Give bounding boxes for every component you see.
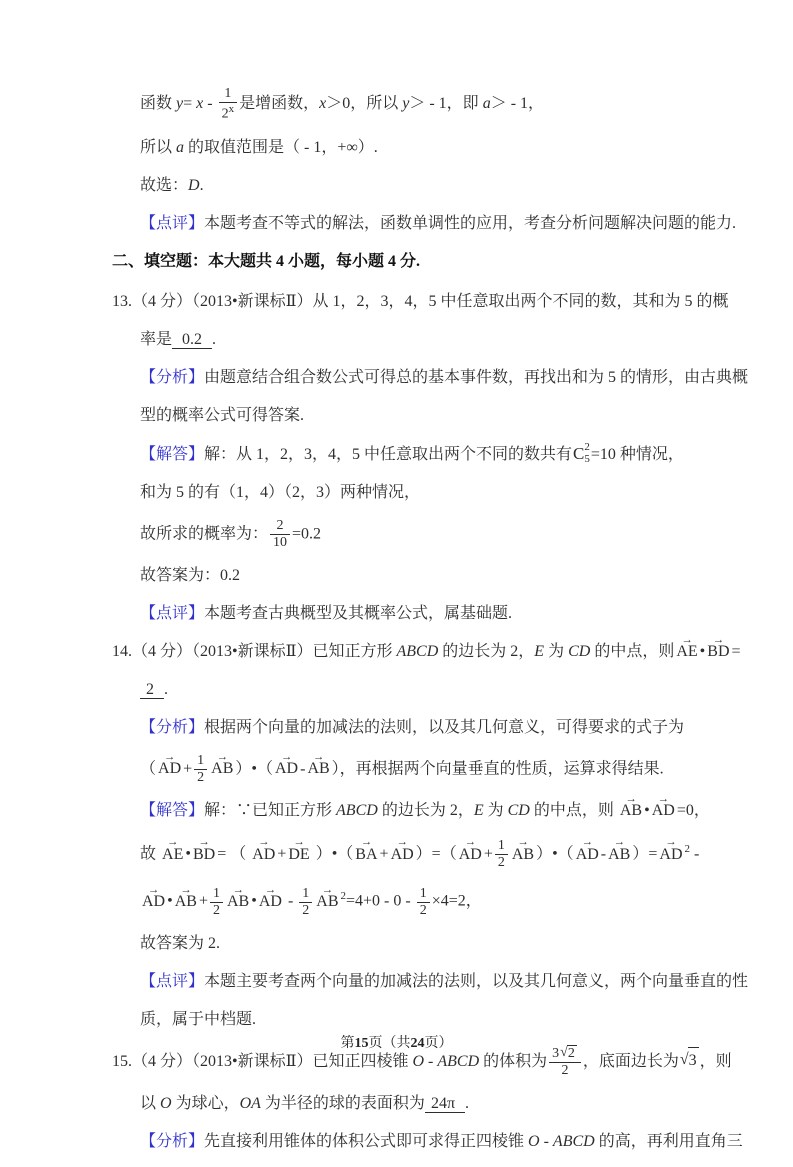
document-content	[0, 86, 793, 1167]
text-run: 的边长为 2，	[438, 643, 535, 661]
math-variable: O	[160, 1094, 172, 1112]
math-variable: a	[482, 95, 491, 113]
text-run: -	[600, 845, 607, 863]
answer-blank: 2	[142, 681, 162, 699]
vector-with-arrow: → AB	[620, 802, 642, 820]
fraction	[194, 753, 207, 786]
text-run: 的高，再利用直角三	[594, 1132, 743, 1150]
text-run: +	[183, 760, 193, 778]
text-run: ）=	[632, 845, 658, 863]
combination-indices	[584, 442, 590, 465]
text-run: -	[690, 845, 700, 863]
text-run: 本题考查不等式的解法，函数单调性的应用，考查分析问题解决问题的能力.	[204, 214, 737, 232]
bracket-label: 【点评】	[140, 605, 205, 623]
math-variable: O	[528, 1132, 540, 1150]
fraction	[495, 838, 508, 871]
text-run: -	[203, 95, 217, 113]
solution-block-q13-line1	[140, 441, 753, 468]
text-run: 故所求的概率为：	[140, 525, 269, 543]
solution-line-answer-choice	[140, 173, 753, 199]
fraction	[219, 86, 238, 123]
text-run: 2	[497, 855, 505, 871]
text-run: 10	[273, 534, 288, 550]
bracket-label: 【分析】	[140, 368, 205, 386]
fraction-numerator	[210, 886, 223, 903]
bold-text-run: 24	[410, 1036, 425, 1051]
text-run: ×4=2，	[431, 892, 482, 910]
math-variable: ABCD	[396, 643, 439, 661]
bracket-label: 【分析】	[140, 719, 205, 737]
math-variable: D	[188, 176, 200, 194]
math-variable: ABCD	[336, 802, 378, 820]
text-run: 解：从 1，2，3，4，5 中任意取出两个不同的数共有	[204, 445, 573, 463]
question-13-line1	[112, 289, 753, 315]
vector-with-arrow: → BA	[355, 846, 377, 864]
math-variable: ABCD	[437, 1052, 480, 1070]
vector-with-arrow: → AB	[512, 846, 534, 864]
analysis-block-q13-line1	[140, 365, 753, 391]
fraction-denominator	[194, 770, 207, 786]
comment-block-q14-line2	[140, 1007, 753, 1033]
text-run: 解：∵已知正方形	[204, 802, 337, 820]
text-run: 1	[197, 753, 205, 769]
text-run: 的取值范围是（ - 1，+∞）.	[184, 138, 378, 156]
vector-with-arrow: → BD	[707, 643, 729, 661]
vector-with-arrow: → AD	[158, 760, 181, 778]
text-run: +	[379, 845, 389, 863]
comment-block-q14-line1	[140, 969, 753, 995]
vector-with-arrow: → AD	[252, 846, 275, 864]
text-run: +	[198, 892, 208, 910]
comment-block-q13	[140, 601, 753, 627]
text-run: 所以	[140, 138, 177, 156]
superscript: x	[228, 103, 235, 116]
radical-sign: √	[679, 1051, 689, 1069]
text-run: 2	[276, 517, 284, 533]
text-run: 型的概率公式可得答案.	[140, 406, 305, 424]
text-run: 14.（4 分）（2013•新课标Ⅱ）已知正方形	[112, 643, 397, 661]
text-run: 故答案为 2.	[140, 934, 221, 952]
text-run: ＞ - 1，即	[409, 95, 483, 113]
solution-block-q13-line2	[140, 480, 753, 506]
vector-with-arrow: → AD	[652, 802, 675, 820]
vector-with-arrow: → AD	[459, 846, 482, 864]
combination-subscript: 5	[584, 452, 590, 465]
text-run: .	[465, 1094, 470, 1112]
text-run: .	[199, 176, 204, 194]
vector-with-arrow: → AD	[659, 846, 682, 864]
math-variable: O	[412, 1052, 425, 1070]
text-run: 2	[302, 902, 310, 918]
text-run: 2	[212, 902, 220, 918]
vector-with-arrow: → AD	[259, 893, 282, 911]
text-run: •	[167, 892, 173, 910]
text-run: 15.（4 分）（2013•新课标Ⅱ）已知正四棱锥	[112, 1052, 413, 1070]
text-run: 1	[212, 885, 220, 901]
text-run: 的体积为	[479, 1052, 548, 1070]
text-run: 页）	[424, 1036, 453, 1051]
answer-blank: 24π	[426, 1094, 464, 1112]
text-run: •	[185, 845, 191, 863]
text-run: +	[483, 845, 493, 863]
text-run: .	[212, 330, 217, 348]
superscript: 2	[684, 843, 690, 856]
text-run: 的中点，则	[529, 802, 618, 820]
fraction-numerator	[495, 838, 508, 855]
text-run: 1	[419, 885, 427, 901]
text-run: -	[424, 1052, 438, 1070]
vector-with-arrow: → AD	[142, 893, 165, 911]
text-run: 的中点，则	[590, 643, 675, 661]
fraction-numerator	[299, 886, 312, 903]
page-footer	[0, 1032, 793, 1052]
radicand: 3	[688, 1047, 699, 1074]
text-run: +	[277, 845, 287, 863]
text-run: 先直接利用锥体的体积公式即可求得正四棱锥	[204, 1132, 529, 1150]
text-run: 2	[561, 1062, 569, 1078]
vector-with-arrow: → AB	[211, 760, 233, 778]
solution-block-q13-line4	[140, 563, 753, 589]
analysis-block-q14-line1	[140, 715, 753, 741]
text-run: 故	[140, 845, 161, 863]
vector-with-arrow: → AD	[275, 760, 298, 778]
fraction-numerator	[219, 86, 238, 103]
vector-with-arrow: → AB	[316, 893, 338, 911]
radicand: 2	[567, 1045, 575, 1061]
solution-block-q14-line1	[140, 798, 753, 824]
text-run: =4+0 - 0 -	[346, 892, 415, 910]
text-run: 二、填空题：本大题共 4 小题，每小题 4 分.	[112, 252, 421, 270]
text-run: .	[164, 681, 168, 699]
combination-base: C	[573, 443, 585, 463]
text-run: 是增函数，	[239, 95, 320, 113]
fraction-denominator	[299, 903, 312, 919]
text-run: 故选：	[140, 176, 189, 194]
vector-with-arrow: → BD	[193, 846, 215, 864]
fraction-numerator	[194, 753, 207, 770]
question-15-line2-answer	[140, 1091, 753, 1117]
solution-block-q13-line3	[140, 518, 753, 551]
text-run: 13.（4 分）（2013•新课标Ⅱ）从 1，2，3，4，5 中任意取出两个不同的数，其和为 5 的概	[112, 292, 729, 310]
vector-with-arrow: → AB	[227, 893, 249, 911]
text-run: ）•（	[311, 845, 354, 863]
text-run: 由题意结合组合数公式可得总的基本事件数，再找出和为 5 的情形，由古典概	[204, 368, 749, 386]
text-run: •	[644, 802, 650, 820]
vector-with-arrow: → AD	[391, 846, 414, 864]
section-header-fill-in	[112, 249, 753, 275]
solution-line-function-monotonic	[140, 86, 753, 123]
text-run: ），再根据两个向量垂直的性质，运算求得结果.	[331, 760, 664, 778]
text-run: ，则	[699, 1052, 732, 1070]
question-13-line2-answer	[140, 327, 753, 353]
text-run: •	[251, 892, 257, 910]
text-run: -	[283, 892, 298, 910]
math-variable: x	[319, 95, 327, 113]
fraction	[417, 886, 430, 919]
analysis-block-q14-line2	[140, 753, 753, 786]
math-variable: E	[473, 802, 484, 820]
combination-superscript: 2	[584, 441, 590, 454]
analysis-block-q13-line2	[140, 403, 753, 429]
math-variable: a	[176, 138, 185, 156]
text-run: 为	[544, 643, 569, 661]
math-variable: y	[402, 95, 410, 113]
text-run: ）•（	[536, 845, 574, 863]
text-run: ）=（	[415, 845, 457, 863]
math-variable: ABCD	[552, 1132, 595, 1150]
solution-block-q14-line3	[140, 883, 753, 918]
fraction-denominator	[417, 903, 430, 919]
combination-symbol	[573, 441, 590, 467]
text-run: =0，	[676, 802, 710, 820]
text-run: =0.2	[292, 525, 322, 543]
text-run: -	[300, 760, 306, 778]
radical-sign: √	[560, 1044, 568, 1060]
vector-with-arrow: → DE	[288, 846, 309, 864]
vector-with-arrow: → AE	[676, 643, 697, 661]
text-run: -	[539, 1132, 553, 1150]
fraction-numerator	[270, 518, 290, 535]
math-variable: CD	[507, 802, 530, 820]
answer-blank: 0.2	[174, 330, 211, 348]
solution-block-q14-line4	[140, 931, 753, 957]
fraction-denominator	[495, 855, 508, 871]
text-run: 和为 5 的有（1，4）（2，3）两种情况，	[140, 483, 421, 501]
text-run: 1	[224, 86, 232, 101]
solution-line-range	[140, 135, 753, 161]
bracket-label: 【解答】	[140, 445, 205, 463]
text-run: 1	[497, 838, 505, 854]
math-variable: y	[176, 95, 184, 113]
math-variable: CD	[568, 643, 591, 661]
vector-with-arrow: → AB	[175, 893, 197, 911]
math-variable: x	[196, 95, 204, 113]
superscript: 2	[340, 890, 346, 903]
vector-with-arrow: → AB	[307, 760, 329, 778]
comment-block-q12	[140, 211, 753, 237]
solution-block-q14-line2	[140, 836, 753, 871]
text-run: =	[183, 95, 197, 113]
math-variable: OA	[239, 1094, 261, 1112]
fraction	[270, 518, 290, 551]
text-run: 为球心，	[171, 1094, 240, 1112]
fraction-denominator	[549, 1063, 581, 1079]
question-14-line2-answer	[140, 677, 753, 703]
text-run: 3	[552, 1045, 560, 1061]
text-run: 为	[483, 802, 508, 820]
analysis-block-q15-line1	[140, 1129, 753, 1155]
text-run: 根据两个向量的加减法的法则，以及其几何意义，可得要求的式子为	[204, 719, 685, 737]
text-run: 本题主要考查两个向量的加减法的法则，以及其几何意义，两个向量垂直的性	[204, 972, 749, 990]
text-run: 率是	[140, 330, 173, 348]
question-14-line1	[112, 639, 753, 665]
fraction-denominator	[210, 903, 223, 919]
text-run: 质，属于中档题.	[140, 1010, 257, 1028]
text-run: 2	[197, 770, 205, 786]
text-run: = （	[217, 845, 251, 863]
text-run: 第	[340, 1036, 355, 1051]
text-run: =	[731, 643, 741, 661]
bracket-label: 【解答】	[140, 802, 205, 820]
text-run: 的边长为 2，	[377, 802, 474, 820]
text-run: （	[140, 760, 157, 778]
fraction-denominator	[270, 535, 290, 551]
text-run: •	[699, 643, 706, 661]
text-run: =10 种情况，	[590, 445, 684, 463]
text-run: 故答案为：0.2	[140, 567, 241, 585]
vector-with-arrow: → AB	[608, 846, 630, 864]
text-run: 页（共	[368, 1036, 411, 1051]
text-run: 2	[419, 902, 427, 918]
text-run: ）•（	[235, 760, 273, 778]
text-run: 为半径的球的表面积为	[260, 1094, 425, 1112]
text-run: ＞0，所以	[326, 95, 403, 113]
text-run: 本题考查古典概型及其概率公式，属基础题.	[204, 605, 513, 623]
bracket-label: 【点评】	[140, 214, 205, 232]
bracket-label: 【分析】	[140, 1132, 205, 1150]
bold-text-run: 15	[354, 1036, 369, 1051]
text-run: 函数	[140, 95, 177, 113]
fraction-numerator	[417, 886, 430, 903]
text-run: ＞ - 1，	[490, 95, 545, 113]
text-run: 以	[140, 1094, 161, 1112]
fraction-denominator	[219, 103, 238, 123]
fraction	[210, 886, 223, 919]
math-variable: E	[534, 643, 545, 661]
vector-with-arrow: → AD	[576, 846, 599, 864]
bracket-label: 【点评】	[140, 972, 205, 990]
vector-with-arrow: → AE	[162, 846, 183, 864]
text-run: 2	[221, 106, 229, 122]
fraction	[299, 886, 312, 919]
text-run: ，底面边长为	[582, 1052, 679, 1070]
text-run: 1	[302, 885, 310, 901]
